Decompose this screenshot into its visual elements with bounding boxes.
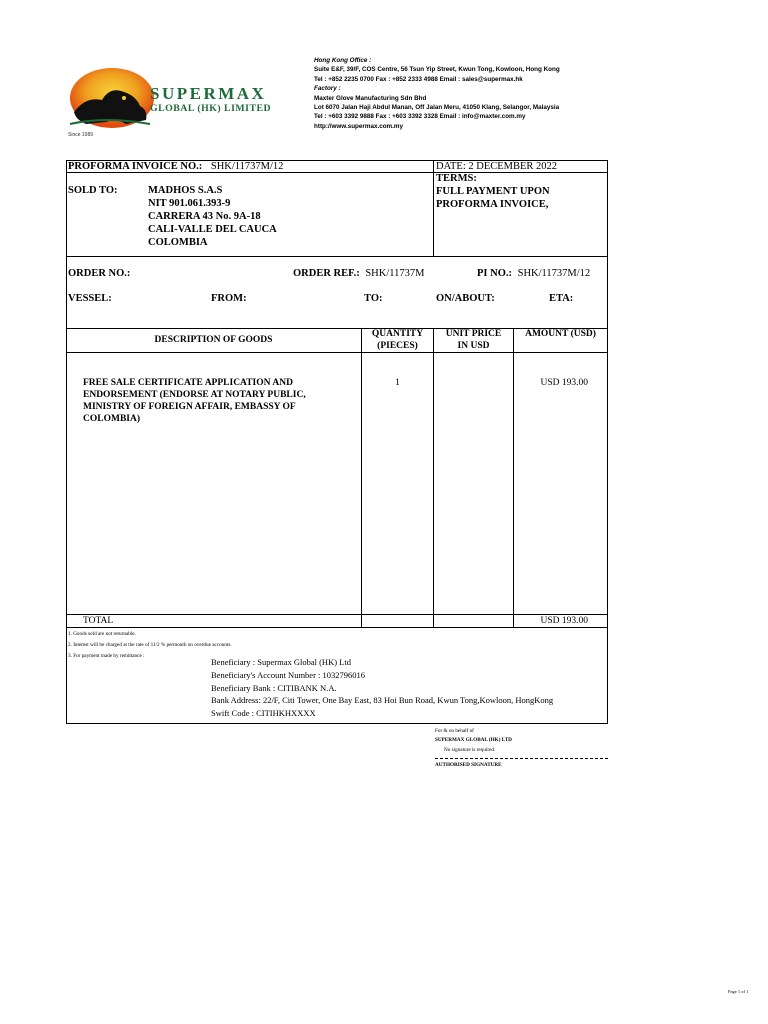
- authorised-signature-label: AUTHORISED SIGNATURE: [435, 762, 502, 768]
- no-signature-text: No signature is required.: [444, 747, 496, 753]
- terms-line-1: FULL PAYMENT UPON: [436, 186, 550, 197]
- factory-address: Lot 6070 Jalan Haji Abdul Manan, Off Jalan Meru, 41050 Klang, Selangor, Malaysia: [314, 104, 560, 112]
- hk-address: Suite E&F, 39/F, COS Centre, 56 Tsun Yip Street, Kwun Tong, Kowloon, Hong Kong: [314, 66, 560, 74]
- unit-price-header: [434, 328, 513, 352]
- bank-line: Beneficiary's Account Number : 1032796016: [211, 669, 366, 680]
- pi-no-value: SHK/11737M/12: [517, 268, 591, 279]
- from-label: FROM:: [211, 293, 247, 304]
- terms-label: TERMS:: [436, 173, 477, 184]
- total-label: TOTAL: [83, 616, 114, 626]
- order-ref-value: SHK/11737M: [365, 268, 425, 279]
- panther-sun-logo-icon: [66, 66, 306, 138]
- item-description: [83, 377, 306, 425]
- website: http://www.supermax.com.my: [314, 122, 403, 130]
- quantity-header: [362, 328, 433, 352]
- company-logo: [66, 66, 306, 138]
- hk-office-label: Hong Kong Office :: [314, 57, 372, 64]
- sold-to-line: COLOMBIA: [148, 237, 208, 248]
- signature-line: [435, 758, 608, 759]
- bank-line: Beneficiary : Supermax Global (HK) Ltd: [211, 657, 351, 667]
- item-quantity: 1: [395, 378, 400, 388]
- terms: [436, 172, 550, 211]
- quantity-header-line: QUANTITY: [371, 329, 424, 339]
- page-number: Page 1 of 1: [728, 989, 749, 994]
- invoice-date: DATE: 2 DECEMBER 2022: [436, 161, 558, 172]
- brand-name: SUPERMAX: [150, 84, 267, 103]
- unit-price-header-line: UNIT PRICE: [445, 329, 502, 339]
- item-description-line: FREE SALE CERTIFICATE APPLICATION AND: [83, 378, 293, 388]
- bank-line: Bank Address: 22/F, Citi Tower, One Bay East, 83 Hoi Bun Road, Kwun Tong,Kowloon, HongKong: [211, 695, 554, 706]
- sold-to-line: CARRERA 43 No. 9A-18: [148, 211, 261, 222]
- sold-to-address: [148, 184, 277, 249]
- hk-contact: Tel : +852 2235 0700 Fax : +852 2333 4988 Email : sales@supermax.hk: [314, 75, 523, 83]
- order-ref-label: ORDER REF.:: [293, 268, 360, 279]
- proforma-invoice-number: SHK/11737M/12: [210, 161, 284, 172]
- note-3: 3. For payment made by remittance :: [68, 653, 145, 659]
- factory-contact: Tel : +603 3392 9888 Fax : +603 3392 3328 Email : info@maxter.com.my: [314, 113, 526, 121]
- sold-to-line: MADHOS S.A.S: [148, 185, 223, 196]
- eta-label: ETA:: [549, 293, 574, 304]
- terms-line-2: PROFORMA INVOICE,: [436, 199, 549, 210]
- on-behalf-text: For & on behalf of: [435, 728, 474, 734]
- factory-label: Factory :: [314, 85, 341, 93]
- company-info: [314, 56, 604, 131]
- amount-header: AMOUNT (USD): [525, 329, 596, 339]
- quantity-header-line: (PIECES): [377, 341, 418, 351]
- item-description-line: MINISTRY OF FOREIGN AFFAIR, EMBASSY OF: [83, 402, 296, 412]
- unit-price-header-line: IN USD: [457, 341, 490, 351]
- vessel-label: VESSEL:: [68, 293, 112, 304]
- item-amount: USD 193.00: [540, 378, 588, 388]
- bank-line: Swift Code : CITIHKHXXXX: [211, 708, 316, 719]
- item-description-line: COLOMBIA): [83, 414, 140, 424]
- proforma-invoice-title: [68, 160, 283, 173]
- pi-no-label: PI NO.:: [477, 268, 512, 279]
- proforma-invoice-label: PROFORMA INVOICE NO.:: [68, 161, 203, 172]
- on-about-label: ON/ABOUT:: [436, 293, 495, 304]
- signature-company: SUPERMAX GLOBAL (HK) LTD: [435, 737, 512, 743]
- order-ref: [293, 267, 424, 280]
- order-no-label: ORDER NO.:: [68, 268, 131, 279]
- bank-line: Beneficiary Bank : CITIBANK N.A.: [211, 682, 337, 693]
- bank-details: [211, 656, 553, 720]
- factory-name: Maxter Glove Manufacturing Sdn Bhd: [314, 94, 427, 102]
- description-header: DESCRIPTION OF GOODS: [154, 335, 273, 345]
- sold-to-line: NIT 901.061.393-9: [148, 198, 231, 209]
- sold-to-label: SOLD TO:: [68, 185, 118, 196]
- pi-no: [477, 267, 590, 280]
- sold-to-line: CALI-VALLE DEL CAUCA: [148, 224, 277, 235]
- item-description-line: ENDORSEMENT (ENDORSE AT NOTARY PUBLIC,: [83, 390, 306, 400]
- note-1: 1. Goods sold are not returnable.: [68, 631, 136, 637]
- since-text: Since 1989: [68, 132, 94, 138]
- to-label: TO:: [364, 293, 383, 304]
- brand-sub: GLOBAL (HK) LIMITED: [150, 103, 272, 114]
- total-amount: USD 193.00: [540, 616, 588, 626]
- note-2: 2. Interest will be charged at the rate of 11/2 % permonth on overdue accounts.: [68, 642, 232, 648]
